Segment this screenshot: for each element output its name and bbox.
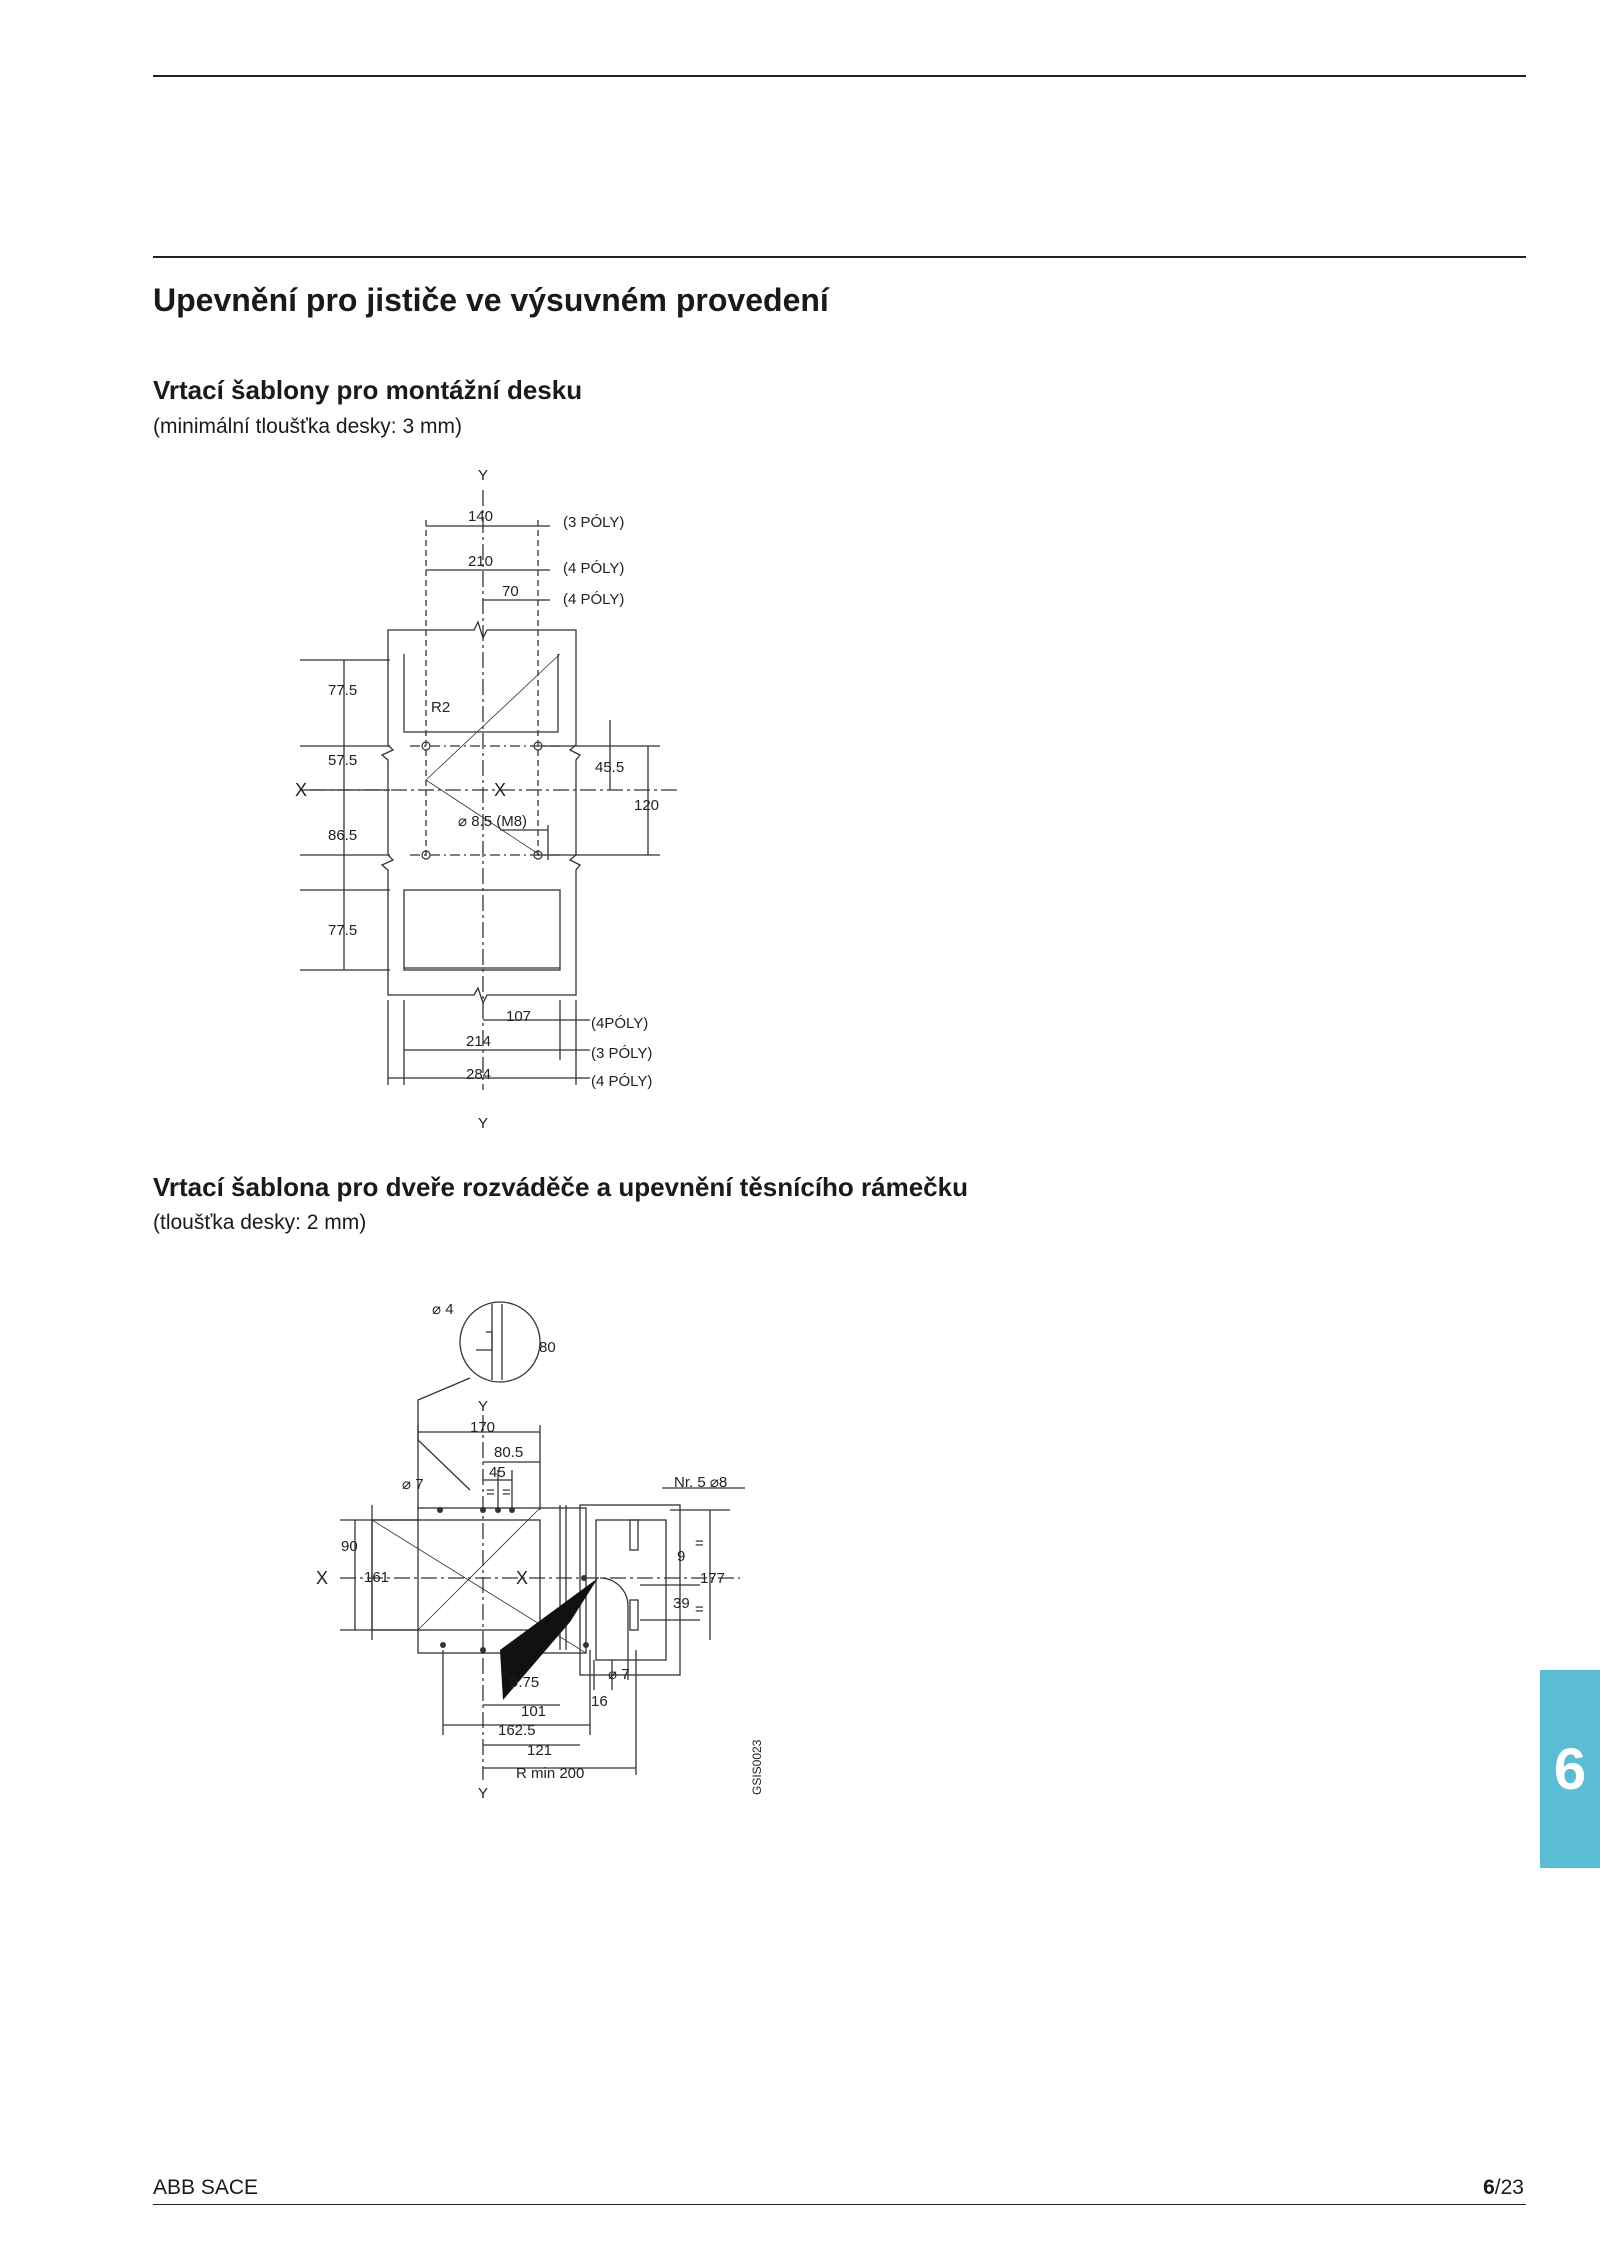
dim-284: 284 <box>466 1066 492 1083</box>
label-4poles-bottom: (4PÓLY) <box>591 1015 649 1032</box>
label-nr5: Nr. 5 ⌀8 <box>674 1474 728 1491</box>
radius-r2: R2 <box>431 699 451 716</box>
dim-161: 161 <box>364 1569 390 1586</box>
dim-70: 70 <box>502 583 519 600</box>
top-rule <box>153 75 1526 77</box>
dim-214: 214 <box>466 1033 492 1050</box>
dim-9: 9 <box>677 1548 686 1565</box>
footer-rule <box>153 2204 1526 2205</box>
label-3-poles: (3 PÓLY) <box>563 514 625 531</box>
drawing-code: GSIS0023 <box>750 1739 764 1795</box>
section2-note: (tloušťka desky: 2 mm) <box>153 1211 367 1234</box>
dim-121: 121 <box>527 1742 553 1759</box>
label-4poles-bottom-2: (4 PÓLY) <box>591 1073 653 1090</box>
axis-x-center: X <box>494 780 507 800</box>
label-4-poles-a: (4 PÓLY) <box>563 560 625 577</box>
dim-90: 90 <box>341 1538 358 1555</box>
dim-162-5: 162.5 <box>498 1722 536 1739</box>
page-current: 6 <box>1483 2176 1495 2199</box>
dim-16: 16 <box>591 1693 608 1710</box>
dim-9-75: 9.75 <box>510 1674 540 1691</box>
dim-140: 140 <box>468 508 494 525</box>
label-3poles-bottom: (3 PÓLY) <box>591 1045 653 1062</box>
equal-c: = <box>695 1535 704 1552</box>
page-title: Upevnění pro jističe ve výsuvném provedení <box>153 282 829 318</box>
section1-heading: Vrtací šablony pro montážní desku <box>153 375 583 405</box>
dim-170: 170 <box>470 1419 496 1436</box>
dim-77-5-top: 77.5 <box>328 682 358 699</box>
equal-d: = <box>695 1601 704 1618</box>
dim-177: 177 <box>700 1570 726 1587</box>
axis-x-left: X <box>295 780 308 800</box>
equal-b: = <box>502 1484 511 1501</box>
dim-45-5: 45.5 <box>595 759 625 776</box>
dim-45: 45 <box>489 1464 506 1481</box>
dim-39: 39 <box>673 1595 690 1612</box>
dim-80-5: 80.5 <box>494 1444 524 1461</box>
chapter-tab: 6 <box>1540 1670 1600 1868</box>
section2-heading: Vrtací šablona pro dveře rozváděče a upevnění těsnícího rámečku <box>153 1172 968 1202</box>
dim-57-5: 57.5 <box>328 752 358 769</box>
hole-m8: ⌀ 8.5 (M8) <box>458 813 528 830</box>
axis-y-top: Y <box>478 467 489 484</box>
dim-r-min-200: R min 200 <box>516 1765 585 1782</box>
dim-107: 107 <box>506 1008 532 1025</box>
dim-210: 210 <box>468 553 494 570</box>
mounting-plate-drawing <box>280 460 720 1140</box>
section1-note: (minimální tloušťka desky: 3 mm) <box>153 415 462 438</box>
equal-a: = <box>486 1484 495 1501</box>
dim-d7-top: ⌀ 7 <box>402 1476 424 1493</box>
label-4-poles-b: (4 PÓLY) <box>563 591 625 608</box>
dim-d4: ⌀ 4 <box>432 1301 454 1318</box>
door-template-drawing <box>310 1290 770 1810</box>
footer-brand: ABB SACE <box>153 2176 259 2199</box>
axis-x-left-2: X <box>316 1568 329 1588</box>
axis-x-center-2: X <box>516 1568 529 1588</box>
axis-y-bottom-2: Y <box>478 1785 489 1802</box>
dim-80: 80 <box>539 1339 556 1356</box>
dim-101: 101 <box>521 1703 547 1720</box>
dim-120: 120 <box>634 797 660 814</box>
dim-77-5-bottom: 77.5 <box>328 922 358 939</box>
dim-d7-right: ⌀ 7 <box>608 1666 630 1683</box>
title-rule <box>153 256 1526 258</box>
dim-86-5: 86.5 <box>328 827 358 844</box>
axis-y-bottom: Y <box>478 1115 489 1132</box>
footer-page-number <box>1483 2176 1524 2200</box>
axis-y-top-2: Y <box>478 1398 489 1415</box>
page-total: /23 <box>1494 2176 1524 2199</box>
